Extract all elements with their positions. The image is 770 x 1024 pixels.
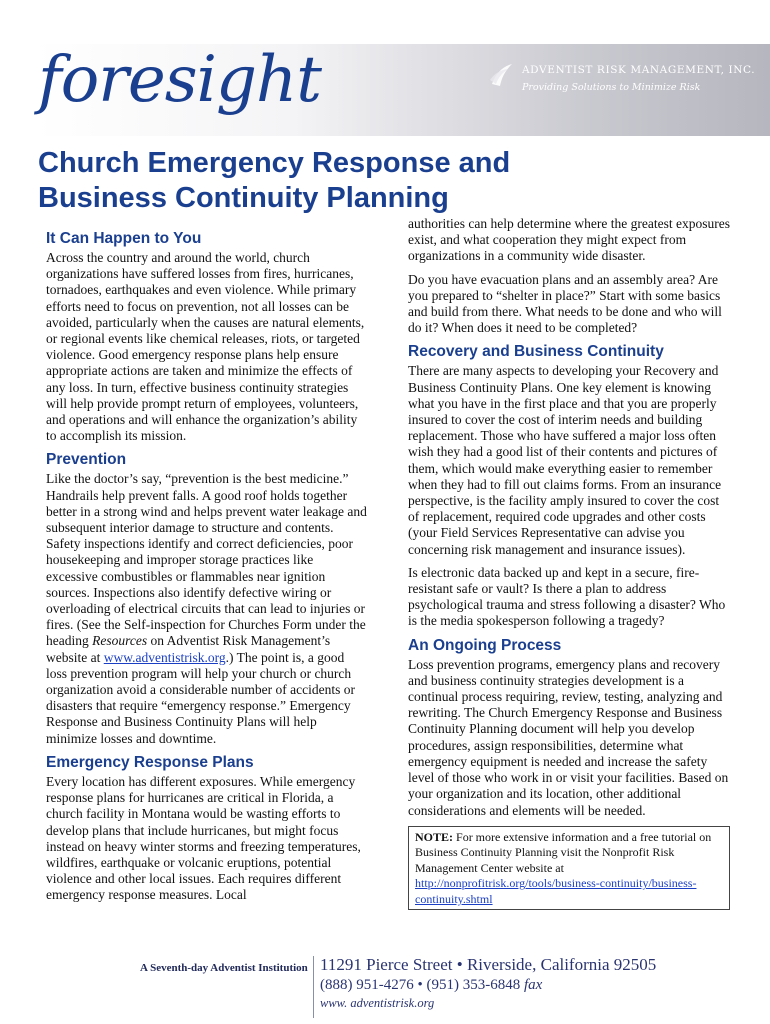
footer-website[interactable]: www. adventistrisk.org	[320, 996, 435, 1010]
paragraph-it-can-happen: Across the country and around the world, church organizations have suffered losses from fires, hurricanes, tornadoes, earthquakes and even violence. While primary efforts need to focus on prevention, not all losses can be avoided, particularly when the causes are natural elements, or regional events like chemical releases, riots, or targeted violence. Good emergency response plans help ensure appropriate actions are taken and minimize the effects of any loss. In turn, effective business continuity strategies will help provide prompt return of employees, volunteers, and operations and will enhance the organization’s ability to accomplish its mission.	[46, 250, 365, 444]
title-line-1: Church Emergency Response and	[38, 147, 511, 179]
nonprofit-risk-link[interactable]: http://nonprofitrisk.org/tools/business-continuity/business-continuity.shtml	[415, 876, 697, 906]
heading-prevention: Prevention	[46, 451, 127, 469]
footer-phone	[320, 976, 656, 995]
prevention-text-3: .) The point is, a good loss prevention program will help your church or church organization avoid a considerable number of accidents or disasters that require “emergency response.” Emergency Response and Business Continuity Plans will help minimize losses and downtime.	[46, 649, 356, 746]
note-box	[408, 826, 730, 911]
heading-ongoing-process: An Ongoing Process	[408, 636, 562, 654]
footer-contact	[320, 954, 656, 1012]
heading-recovery: Recovery and Business Continuity	[408, 343, 664, 361]
paragraph-prevention	[46, 471, 368, 746]
resources-emphasis: Resources	[92, 633, 148, 649]
footer-fax-label: fax	[523, 977, 543, 993]
adventistrisk-link[interactable]: www.adventistrisk.org	[103, 649, 226, 665]
paragraph-emergency-continued: authorities can help determine where the greatest exposures exist, and what cooperation they might expect from organizations in a community wide disaster.	[408, 216, 730, 264]
paragraph-evacuation: Do you have evacuation plans and an assembly area? Are you prepared to “shelter in place?” Start with some basics and build from there. What needs to be done and who will do it? When does it need to be completed?	[408, 271, 722, 336]
paragraph-emergency-response: Every location has different exposures. While emergency response plans for hurricanes are critical in Florida, a church facility in Montana would be wasting efforts to develop plans that include hurricanes, but might focus instead on heavy winter storms and freezing temperatures, wildfires, earthquake or volcanic eruptions, potential violence and other local issues. Each requires different emergency response measures. Local	[46, 773, 361, 903]
organization-tagline: Providing Solutions to Minimize Risk	[522, 82, 701, 93]
footer-institution: A Seventh-day Adventist Institution	[140, 962, 308, 974]
prevention-text-2: on Adventist Risk Management’s website at	[46, 633, 331, 665]
foresight-logo: foresight	[38, 43, 321, 117]
heading-emergency-response: Emergency Response Plans	[46, 753, 254, 771]
title-line-2: Business Continuity Planning	[38, 182, 449, 214]
prevention-text-1: Like the doctor’s say, “prevention is the best medicine.” Handrails help prevent falls. A good roof holds together better in a strong wind and helps prevent water leakage and subsequent interior damage to structure and contents. Safety inspections identify and correct deficiencies, poor housekeeping and improper storage practices like excessive combustibles or flammables near ignition sources. Inspections also identify defective wiring or overloading of electrical circuits that can lead to injuries or fires. (See the Self-inspection for Churches Form under the heading	[46, 471, 367, 649]
note-label: NOTE:	[415, 829, 454, 844]
footer-address: 11291 Pierce Street • Riverside, California 92505	[320, 955, 657, 974]
page-title	[38, 146, 658, 216]
right-column	[408, 216, 730, 910]
footer-phone-numbers: (888) 951-4276 • (951) 353-6848	[320, 977, 524, 993]
organization-name: ADVENTIST RISK MANAGEMENT, INC.	[522, 64, 756, 76]
paragraph-data-backup: Is electronic data backed up and kept in a secure, fire-resistant safe or vault? Is there a plan to address psychological trauma and stress following a disaster? Who is the media spokesperson following a tragedy?	[408, 564, 726, 629]
paragraph-recovery: There are many aspects to developing your Recovery and Business Continuity Plans. One key element is knowing what you have in the first place and that you are properly insured to cover the cost of interim needs and building replacement. Those who have suffered a major loss often wish they had a good list of their contents and pictures of them, which would make everything easier to remember when they had to fill out claims forms. From an insurance perspective, is the facility amply insured to cover the cost of replacement, required code upgrades and other costs (your Field Services Representative can advise you concerning risk management and insurance issues).	[408, 363, 722, 557]
heading-it-can-happen: It Can Happen to You	[46, 230, 202, 247]
paragraph-ongoing-process: Loss prevention programs, emergency plans and recovery and business continuity strategies development is a continual process requiring, review, testing, analyzing and rewriting. The Church Emergency Response and Business Continuity Planning document will help you develop procedures, assign responsibilities, determine what emergency equipment is needed and increase the safety level of those who work in or visit your facilities. Based on your organization and its location, other additional considerations and elements will be needed.	[408, 656, 729, 818]
footer-divider	[313, 956, 314, 1018]
note-text: For more extensive information and a free tutorial on Business Continuity Planning visit the Nonprofit Risk Management Center website at	[415, 829, 712, 875]
left-column	[46, 230, 368, 911]
arm-emblem-icon	[488, 60, 516, 90]
